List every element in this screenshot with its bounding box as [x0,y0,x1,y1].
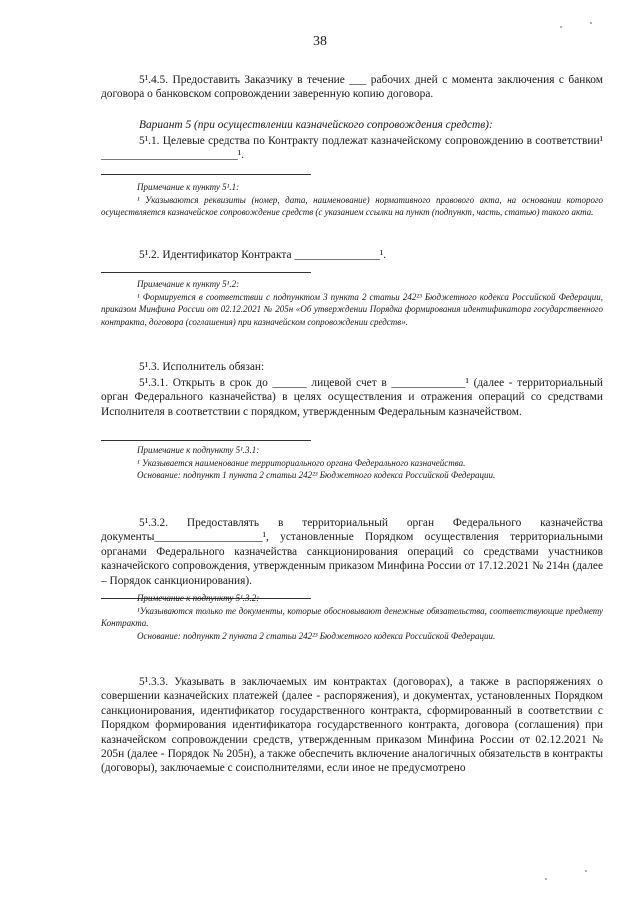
note-5-1-3-1 [101,444,603,482]
variant-5-heading: Вариант 5 (при осуществлении казначейского сопровождения средств): [139,119,493,131]
scan-speck [560,26,562,28]
page-number: 38 [313,34,327,49]
footnote-divider [101,272,311,273]
footnote-divider [101,440,311,441]
note-5-1-1 [101,181,603,219]
note-basis: Основание: подпункт 2 пункта 2 статьи 242²³ Бюджетного кодекса Российской Федерации. [137,630,496,641]
paragraph-5-1-2: 5¹.2. Идентификатор Контракта _______________¹. [139,249,387,261]
note-5-1-3-2 [101,592,603,642]
paragraph-5-1-3-1: 5¹.3.1. Открыть в срок до ______ лицевой счет в _____________¹ (далее - территориальный орган Федерального казначейства) в целях осуществления и отражения операций со средствами Исполнителя в соответствии с порядком, утвержденным Федеральным казначейством. [101,377,603,418]
scan-speck [545,878,547,880]
footnote-divider [101,174,311,175]
paragraph-5-1-3-3: 5¹.3.3. Указывать в заключаемых им контрактах (договорах), а также в распоряжениях о совершении казначейских платежей (далее - распоряжения), и документах, установленных Порядком санкционирования, идентификатор государственного контракта, сформированный в соответствии с Порядком формирования идентификатора государственного контракта, договора (соглашения) при казначейском сопровождении средств, утвержденным приказом Минфина России от 02.12.2021 № 205н (далее - Порядок № 205н), а также обеспечить включение аналогичных обязательств в контракты (договоры), заключаемые с соисполнителями, если иное не предусмотрено [101,676,603,775]
note-basis: Основание: подпункт 1 пункта 2 статьи 242²³ Бюджетного кодекса Российской Федерации. [137,470,496,481]
note-5-1-2 [101,278,603,328]
note-text: ¹ Указывается наименование территориального органа Федерального казначейства. [137,457,466,468]
note-title: Примечание к пункту 5¹.1: [137,182,240,192]
scan-speck [585,870,587,872]
note-title: Примечание к пункту 5¹.2: [137,279,240,289]
note-title: Примечание к подпункту 5¹.3.1: [137,445,260,455]
note-text: ¹Указываются только те документы, которые обосновывают денежные обязательства, соответствующие предмету Контракта. [101,605,603,629]
paragraph-5-1-1: 5¹.1. Целевые средства по Контракту подлежат казначейскому сопровождению в соответствии¹ ________________________¹. [101,135,603,162]
note-text: ¹ Указываются реквизиты (номер, дата, наименование) нормативного правового акта, на основании которого осуществляется казначейское сопровождение средств (с указанием ссылки на пункт (подпункт, часть, статью) такого акта. [101,194,603,218]
paragraph-5-1-3: 5¹.3. Исполнитель обязан: [139,361,265,373]
paragraph-5-1-4-5: 5¹.4.5. Предоставить Заказчику в течение ___ рабочих дней с момента заключения с банком договора о банковском сопровождении заверенную копию договора. [101,74,603,101]
scan-speck [590,22,592,24]
note-title: Примечание к подпункту 5¹.3.2: [137,593,260,603]
note-text: ¹ Формируется в соответствии с подпунктом 3 пункта 2 статьи 242²³ Бюджетного кодекса Российской Федерации, приказом Минфина России от 02.12.2021 № 205н «Об утверждении Порядка формирования идентификатора государственного контракта, договора (соглашения) при казначейском сопровождении средств». [101,291,603,327]
paragraph-5-1-3-2: 5¹.3.2. Предоставлять в территориальный орган Федерального казначейства документы___________________¹, установленные Порядком осуществления территориальными органами Федерального казначейства санкционирования операций со средствами участников казначейского сопровождения, утвержденным приказом Минфина России от 17.12.2021 № 214н (далее – Порядок санкционирования). [101,517,603,587]
